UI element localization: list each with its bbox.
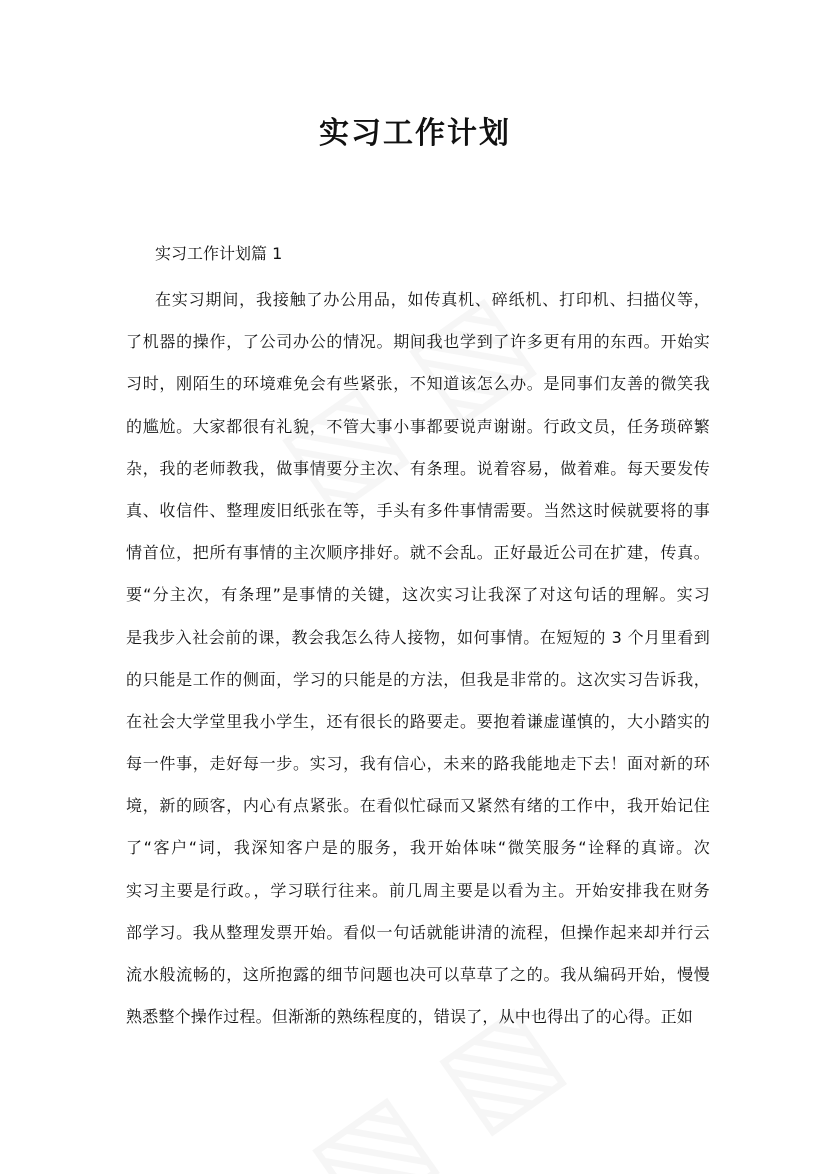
paragraph-line: 情首位，把所有事情的主次顺序排好。就不会乱。正好最近公司在扩建，传真。 (126, 543, 710, 563)
paragraph-line: 部学习。我从整理发票开始。看似一句话就能讲清的流程，但操作起来却并行云 (126, 922, 710, 942)
body-paragraph (126, 284, 710, 1043)
paragraph-line: 习时，刚陌生的环境难免会有些紧张，不知道该怎么办。是同事们友善的微笑我 (126, 374, 710, 394)
paragraph-line: 的只能是工作的侧面，学习的只能是的方法，但我是非常的。这次实习告诉我， (126, 669, 710, 689)
paragraph-line: 要“分主次，有条理”是事情的关键，这次实习让我深了对这句话的理解。实习 (126, 585, 710, 605)
paragraph-line: 的尴尬。大家都很有礼貌，不管大事小事都要说声谢谢。行政文员，任务琐碎繁 (126, 416, 710, 436)
paragraph-line: 在实习期间，我接触了办公用品，如传真机、碎纸机、打印机、扫描仪等， (155, 290, 710, 309)
paragraph-line: 杂，我的老师教我，做事情要分主次、有条理。说着容易，做着难。每天要发传 (126, 458, 710, 478)
paragraph-line: 流水般流畅的，这所抱露的细节问题也决可以草草了之的。我从编码开始，慢慢 (126, 965, 710, 984)
document-title: 实习工作计划 (319, 116, 511, 151)
paragraph-line: 是我步入社会前的课，教会我怎么待人接物，如何事情。在短短的 3 个月里看到 (126, 627, 710, 647)
paragraph-line: 实习主要是行政。，学习联行往来。前几周主要是以看为主。开始安排我在财务 (126, 880, 710, 900)
paragraph-line: 境，新的顾客，内心有点紧张。在看似忙碌而又紧然有绪的工作中，我开始记住 (126, 796, 710, 816)
section-heading: 实习工作计划篇 1 (155, 244, 283, 263)
paragraph-line: 每一件事，走好每一步。实习，我有信心，未来的路我能地走下去！面对新的环 (126, 754, 710, 774)
paragraph-line: 了“客户“词，我深知客户是的服务，我开始体味“微笑服务“诠释的真谛。次 (126, 838, 710, 858)
paragraph-line: 在社会大学堂里我小学生，还有很长的路要走。要抱着谦虚谨慎的，大小踏实的 (126, 711, 710, 731)
paragraph-line: 熟悉整个操作过程。但渐渐的熟练程度的，错误了，从中也得出了的心得。正如 (126, 1007, 694, 1027)
paragraph-line: 了机器的操作，了公司办公的情况。期间我也学到了许多更有用的东西。开始实 (126, 332, 710, 352)
paragraph-line: 真、收信件、整理废旧纸张在等，手头有多件事情需要。当然这时候就要将的事 (126, 500, 710, 520)
